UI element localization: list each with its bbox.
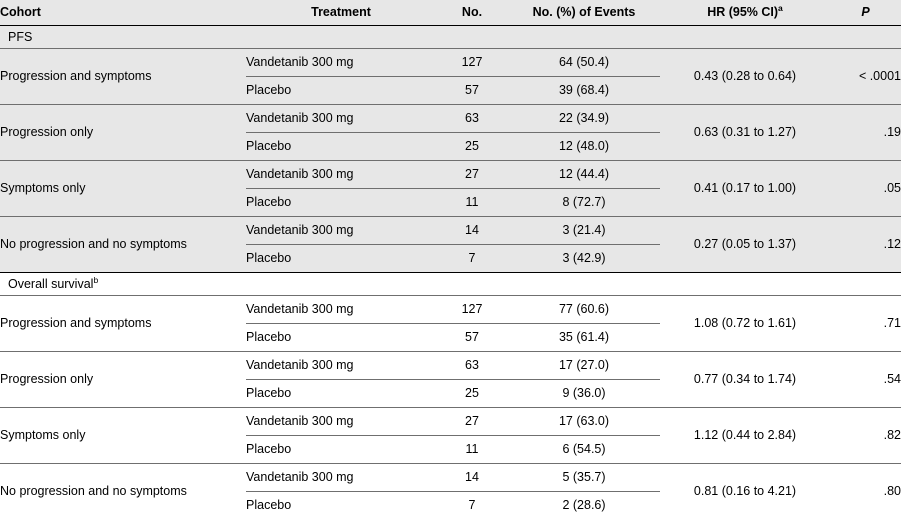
- cell-events: 12 (48.0): [508, 133, 660, 161]
- table-row: [0, 161, 901, 189]
- column-header-events: No. (%) of Events: [508, 0, 660, 26]
- cell-p: .54: [830, 352, 901, 408]
- cell-hr: 0.77 (0.34 to 1.74): [660, 352, 830, 408]
- cell-cohort: Symptoms only: [0, 161, 246, 217]
- cell-treatment: Vandetanib 300 mg: [246, 161, 436, 189]
- cell-hr: 0.27 (0.05 to 1.37): [660, 217, 830, 273]
- column-header-treatment: Treatment: [246, 0, 436, 26]
- cell-cohort: No progression and no symptoms: [0, 217, 246, 273]
- cell-no: 7: [436, 245, 508, 273]
- cell-hr: 0.63 (0.31 to 1.27): [660, 105, 830, 161]
- cell-no: 11: [436, 189, 508, 217]
- cell-events: 8 (72.7): [508, 189, 660, 217]
- cell-events: 3 (21.4): [508, 217, 660, 245]
- cell-events: 9 (36.0): [508, 380, 660, 408]
- cell-treatment: Placebo: [246, 436, 436, 464]
- cell-no: 127: [436, 49, 508, 77]
- cell-events: 17 (63.0): [508, 408, 660, 436]
- table-row: [0, 105, 901, 133]
- cell-p: .12: [830, 217, 901, 273]
- cell-treatment: Vandetanib 300 mg: [246, 217, 436, 245]
- cell-treatment: Vandetanib 300 mg: [246, 49, 436, 77]
- cell-p: .71: [830, 296, 901, 352]
- table-body: [0, 26, 901, 514]
- cell-treatment: Placebo: [246, 133, 436, 161]
- cell-p: < .0001: [830, 49, 901, 105]
- cell-events: 2 (28.6): [508, 492, 660, 514]
- cell-no: 14: [436, 217, 508, 245]
- cell-no: 63: [436, 352, 508, 380]
- cell-no: 11: [436, 436, 508, 464]
- cell-treatment: Vandetanib 300 mg: [246, 352, 436, 380]
- column-header-no: No.: [436, 0, 508, 26]
- cell-cohort: Progression only: [0, 352, 246, 408]
- section-header-row: [0, 26, 901, 49]
- column-header-hr: [660, 0, 830, 26]
- cell-p: .19: [830, 105, 901, 161]
- cell-events: 12 (44.4): [508, 161, 660, 189]
- cell-cohort: Progression and symptoms: [0, 49, 246, 105]
- cell-p: .82: [830, 408, 901, 464]
- cell-treatment: Placebo: [246, 380, 436, 408]
- cell-no: 7: [436, 492, 508, 514]
- cell-cohort: Progression and symptoms: [0, 296, 246, 352]
- cell-hr: 0.43 (0.28 to 0.64): [660, 49, 830, 105]
- cell-cohort: Progression only: [0, 105, 246, 161]
- cell-no: 14: [436, 464, 508, 492]
- cell-events: 22 (34.9): [508, 105, 660, 133]
- cell-treatment: Vandetanib 300 mg: [246, 296, 436, 324]
- section-header-row: [0, 273, 901, 296]
- cell-events: 6 (54.5): [508, 436, 660, 464]
- table-row: [0, 408, 901, 436]
- cell-no: 27: [436, 161, 508, 189]
- cell-hr: 1.08 (0.72 to 1.61): [660, 296, 830, 352]
- cell-hr: 1.12 (0.44 to 2.84): [660, 408, 830, 464]
- cell-no: 127: [436, 296, 508, 324]
- cell-events: 5 (35.7): [508, 464, 660, 492]
- cell-no: 57: [436, 77, 508, 105]
- table-row: [0, 296, 901, 324]
- cell-events: 17 (27.0): [508, 352, 660, 380]
- cell-treatment: Vandetanib 300 mg: [246, 464, 436, 492]
- cell-hr: 0.41 (0.17 to 1.00): [660, 161, 830, 217]
- cell-hr: 0.81 (0.16 to 4.21): [660, 464, 830, 514]
- section-label: [0, 26, 901, 49]
- cell-p: .05: [830, 161, 901, 217]
- section-label-footnote: b: [93, 274, 99, 285]
- cell-treatment: Placebo: [246, 492, 436, 514]
- cell-treatment: Vandetanib 300 mg: [246, 105, 436, 133]
- table-row: [0, 49, 901, 77]
- column-header-cohort: Cohort: [0, 0, 246, 26]
- section-label-text: Overall survival: [8, 277, 94, 291]
- cell-cohort: No progression and no symptoms: [0, 464, 246, 514]
- table-row: [0, 217, 901, 245]
- table-header-row: [0, 0, 901, 26]
- section-label-text: PFS: [8, 30, 33, 44]
- cell-no: 63: [436, 105, 508, 133]
- table-row: [0, 352, 901, 380]
- cell-no: 27: [436, 408, 508, 436]
- cell-no: 57: [436, 324, 508, 352]
- cell-events: 39 (68.4): [508, 77, 660, 105]
- cell-no: 25: [436, 380, 508, 408]
- cell-treatment: Vandetanib 300 mg: [246, 408, 436, 436]
- cell-events: 64 (50.4): [508, 49, 660, 77]
- column-header-hr-footnote: a: [778, 2, 783, 13]
- cell-treatment: Placebo: [246, 189, 436, 217]
- section-label: [0, 273, 901, 296]
- cell-p: .80: [830, 464, 901, 514]
- cell-treatment: Placebo: [246, 245, 436, 273]
- cell-events: 77 (60.6): [508, 296, 660, 324]
- table-row: [0, 464, 901, 492]
- cell-cohort: Symptoms only: [0, 408, 246, 464]
- cell-treatment: Placebo: [246, 324, 436, 352]
- cell-no: 25: [436, 133, 508, 161]
- cell-events: 3 (42.9): [508, 245, 660, 273]
- column-header-hr-text: HR (95% CI): [707, 5, 779, 19]
- cell-treatment: Placebo: [246, 77, 436, 105]
- cell-events: 35 (61.4): [508, 324, 660, 352]
- column-header-p: P: [830, 0, 901, 26]
